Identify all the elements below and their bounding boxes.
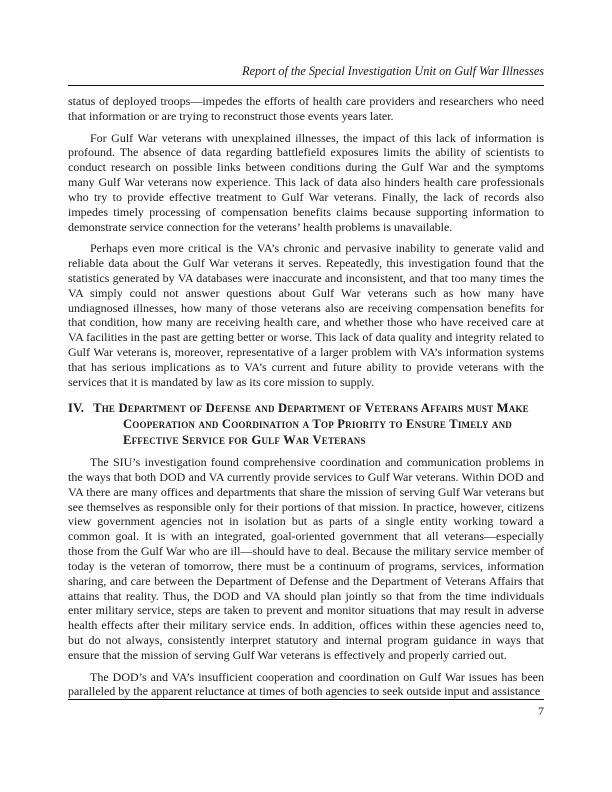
body-paragraph: The SIU’s investigation found comprehensive coordination and communication problems in the ways that both DOD and VA currently provide services to Gulf War veterans. Within DOD and VA there are many offices and departments that share the mission of serving Gulf War veterans but see themselves as responsible only for their portions of that mission. In practice, however, citizens view government agencies not in isolation but as parts of a single entity working toward a common goal. It is with an integrated, goal-oriented government that all veterans—especially those from the Gulf War who are ill—should have to deal. Because the military service member of today is the veteran of tomorrow, there must be a continuum of programs, services, information sharing, and care between the Department of Defense and the Department of Veterans Affairs that attains that reality. Thus, the DOD and VA should plan jointly so that from the time individuals enter military service, steps are taken to prevent and monitor situations that may result in adverse health effects after their military service ends. In addition, offices within these agencies need to, but do not always, consistently interpret statutory and internal program guidance in ways that ensure that the mission of serving Gulf War veterans is effectively and properly carried out. (68, 455, 544, 662)
body-paragraph: For Gulf War veterans with unexplained illnesses, the impact of this lack of information is profound. The absence of data regarding battlefield exposures limits the ability of scientists to conduct research on possible links between conditions during the Gulf War and the symptoms many Gulf War veterans now experience. This lack of data also hinders health care professionals who try to provide effective treatment to Gulf War veterans. Finally, the lack of records also impedes timely processing of compensation benefits claims because supporting information to demonstrate service connection for the veterans’ health problems is unavailable. (68, 130, 544, 234)
body-paragraph: status of deployed troops—impedes the efforts of health care providers and researchers who need that information or are trying to reconstruct those events years later. (68, 94, 544, 123)
page-number: 7 (538, 704, 544, 718)
running-header: Report of the Special Investigation Unit on Gulf War Illnesses (68, 64, 544, 86)
section-heading (68, 401, 544, 448)
section-heading-number: IV. (68, 401, 85, 416)
footer-rule (68, 699, 544, 700)
page-body (68, 89, 544, 699)
body-paragraph: The DOD’s and VA’s insufficient cooperation and coordination on Gulf War issues has been paralleled by the apparent reluctance at times of both agencies to seek outside input and assistance (68, 669, 544, 699)
body-paragraph: Perhaps even more critical is the VA’s chronic and pervasive inability to generate valid and reliable data about the Gulf War veterans it serves. Repeatedly, this investigation found that the statistics generated by VA databases were inaccurate and inconsistent, and that too many times the VA simply could not answer questions about Gulf War veterans such as how many have undiagnosed illnesses, how many of those veterans also are receiving compensation benefits for that condition, how many are receiving health care, and whether those who have received care at VA facilities in the past are getting better or worse. This lack of data quality and integrity related to Gulf War veterans is, moreover, representative of a larger problem with VA’s information systems that has serious implications as to VA’s current and future ability to provide veterans with the services that it is mandated by law as its core mission to supply. (68, 241, 544, 389)
section-heading-title: The Department of Defense and Department of Veterans Affairs must Make Cooperation and Coordination a Top Priority to Ensure Timely and Effective Service for Gulf War Veterans (93, 401, 529, 447)
